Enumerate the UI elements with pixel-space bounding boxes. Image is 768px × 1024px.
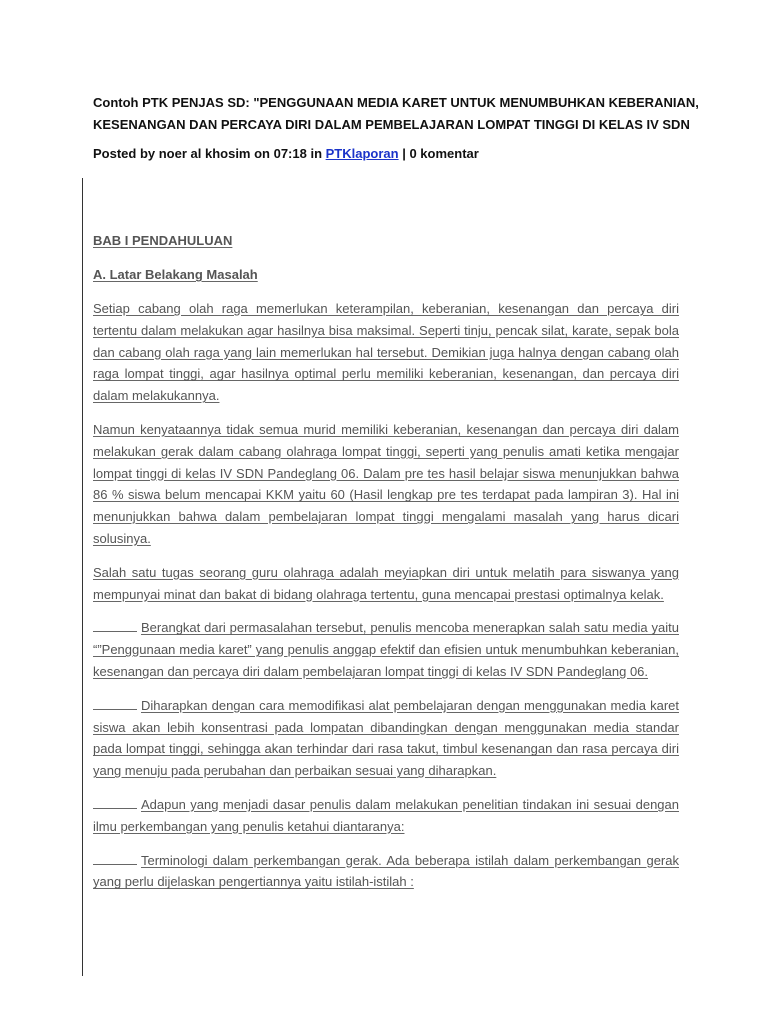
paragraph-1: Setiap cabang olah raga memerlukan keterampilan, keberanian, kesenangan dan percaya diri tertentu dalam melakukan agar hasilnya bisa maksimal. Seperti tinju, pencak silat, karate, sepak bola dan cabang olah raga yang lain memerlukan hal tersebut. Demikian juga halnya dengan cabang olah raga lompat tinggi, agar hasilnya optimal perlu memiliki keberanian, kesenangan, dan percaya diri dalam melakukannya. <box>93 301 679 404</box>
paragraph-4: Berangkat dari permasalahan tersebut, penulis mencoba menerapkan salah satu media yaitu “”Penggunaan media karet” yang penulis anggap efektif dan efisien untuk menumbuhkan keberanian, kesenangan dan percaya diri dalam pembelajaran lompat tinggi di kelas IV SDN Pandeglang 06. <box>93 620 679 679</box>
chapter-heading: BAB I PENDAHULUAN <box>93 233 233 248</box>
indent-rule <box>93 619 137 632</box>
margin-rule <box>82 178 83 976</box>
indent-rule <box>93 697 137 710</box>
post-title: Contoh PTK PENJAS SD: "PENGGUNAAN MEDIA KARET UNTUK MENUMBUHKAN KEBERANIAN, KESENANGAN DAN PERCAYA DIRI DALAM PEMBELAJARAN LOMPAT TINGGI DI KELAS IV SDN <box>93 95 699 132</box>
paragraph-2: Namun kenyataannya tidak semua murid memiliki keberanian, kesenangan dan percaya diri dalam melakukan gerak dalam cabang olahraga lompat tinggi, seperti yang penulis amati ketika mengajar lompat tinggi di kelas IV SDN Pandeglang 06. Dalam pre tes hasil belajar siswa menunjukkan bahwa 86 % siswa belum mencapai KKM yaitu 60 (Hasil lengkap pre tes terdapat pada lampiran 3). Hal ini menunjukkan bahwa dalam pembelajaran lompat tinggi mengalami masalah yang harus dicari solusinya. <box>93 421 679 546</box>
category-link[interactable]: PTKlaporan <box>325 146 399 161</box>
indent-rule <box>93 796 137 809</box>
posted-by-text: Posted by noer al khosim on 07:18 in <box>93 146 326 161</box>
section-heading: A. Latar Belakang Masalah <box>93 267 258 282</box>
indent-rule <box>93 852 137 865</box>
paragraph-7: Terminologi dalam perkembangan gerak. Ada beberapa istilah dalam perkembangan gerak yang perlu dijelaskan pengertiannya yaitu istilah-istilah : <box>93 852 679 890</box>
post-meta <box>93 143 693 165</box>
paragraph-6: Adapun yang menjadi dasar penulis dalam melakukan penelitian tindakan ini sesuai dengan ilmu perkembangan yang penulis ketahui diantaranya: <box>93 796 679 834</box>
paragraph-3: Salah satu tugas seorang guru olahraga adalah meyiapkan diri untuk melatih para siswanya yang mempunyai minat dan bakat di bidang olahraga tertentu, guna mencapai prestasi optimalnya kelak. <box>93 564 679 602</box>
paragraph-5: Diharapkan dengan cara memodifikasi alat pembelajaran dengan menggunakan media karet siswa akan lebih konsentrasi pada lompatan dibandingkan dengan menggunakan media standar pada lompat tinggi, sehingga akan terhindar dari rasa takut, timbul kesenangan dan rasa percaya diri yang menuju pada perubahan dan perbaikan sesuai yang diharapkan. <box>93 697 679 779</box>
comment-count: | 0 komentar <box>398 146 479 161</box>
post-body <box>93 230 679 905</box>
